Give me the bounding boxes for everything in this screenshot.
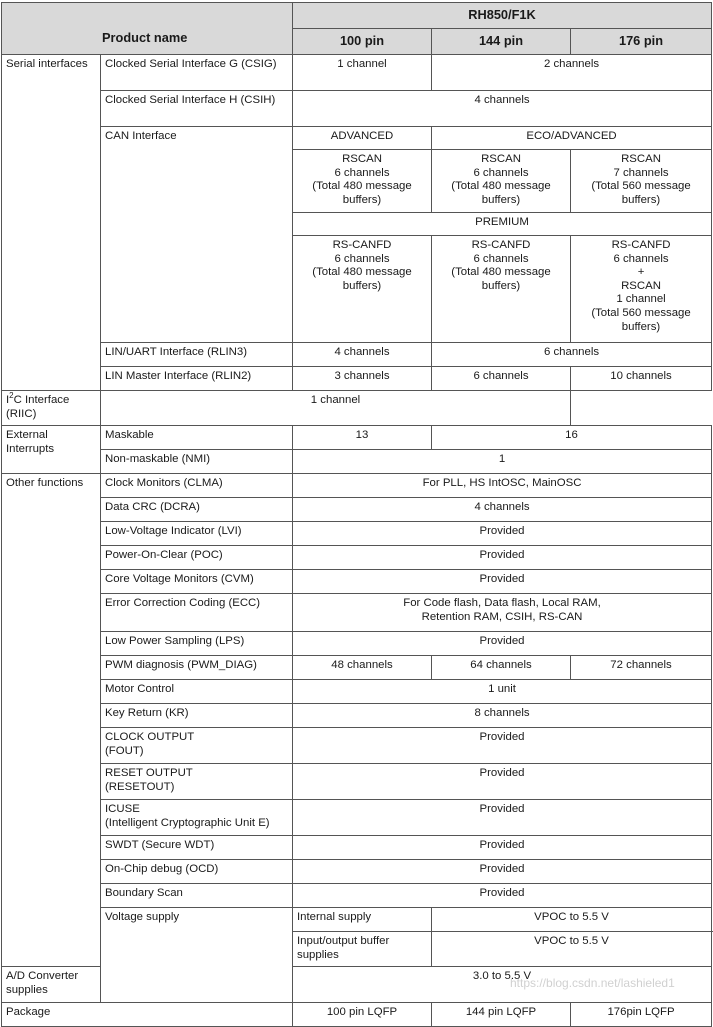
riic-name-sup: 2 <box>9 391 14 401</box>
ecc-all: For Code flash, Data flash, Local RAM, Retention RAM, CSIH, RS-CAN <box>293 594 712 632</box>
dcra-all: 4 channels <box>293 498 712 522</box>
package-176: 176pin LQFP <box>571 1002 712 1026</box>
csig-100: 1 channel <box>293 55 432 91</box>
can-rscan-176: RSCAN 7 channels (Total 560 message buffers) <box>571 150 712 213</box>
can-rscan-144: RSCAN 6 channels (Total 480 message buffers) <box>432 150 571 213</box>
rlin2-100: 3 channels <box>293 367 432 391</box>
rlin3-144-176: 6 channels <box>432 343 712 367</box>
row-name-kr: Key Return (KR) <box>101 704 293 728</box>
group-package: Package <box>2 1002 293 1026</box>
row-name-maskable: Maskable <box>101 426 293 450</box>
row-name-lps: Low Power Sampling (LPS) <box>101 632 293 656</box>
row-name-io: Input/output buffer supplies <box>293 932 432 967</box>
riic-all: 1 channel <box>101 391 571 426</box>
fout-all: Provided <box>293 728 712 764</box>
row-name-internal: Internal supply <box>293 908 432 932</box>
io-all: VPOC to 5.5 V <box>432 932 712 967</box>
row-name-csih: Clocked Serial Interface H (CSIH) <box>101 91 293 127</box>
lps-all: Provided <box>293 632 712 656</box>
header-series: RH850/F1K <box>293 3 712 29</box>
ad-all: 3.0 to 5.5 V <box>293 967 712 1002</box>
can-fd-144: RS-CANFD 6 channels (Total 480 message buffers) <box>432 236 571 343</box>
row-name-ocd: On-Chip debug (OCD) <box>101 860 293 884</box>
group-other: Other functions <box>2 474 101 967</box>
cvm-all: Provided <box>293 570 712 594</box>
group-serial: Serial interfaces <box>2 55 101 391</box>
can-fd-176: RS-CANFD 6 channels + RSCAN 1 channel (Total 560 message buffers) <box>571 236 712 343</box>
can-fd-100: RS-CANFD 6 channels (Total 480 message buffers) <box>293 236 432 343</box>
row-name-pwm: PWM diagnosis (PWM_DIAG) <box>101 656 293 680</box>
header-pin-100: 100 pin <box>293 29 432 55</box>
row-name-dcra: Data CRC (DCRA) <box>101 498 293 522</box>
lvi-all: Provided <box>293 522 712 546</box>
maskable-100: 13 <box>293 426 432 450</box>
group-voltage: Voltage supply <box>101 908 293 1002</box>
icuse-all: Provided <box>293 800 712 836</box>
row-name-icuse: ICUSE (Intelligent Cryptographic Unit E) <box>101 800 293 836</box>
row-name-motor: Motor Control <box>101 680 293 704</box>
row-name-csig: Clocked Serial Interface G (CSIG) <box>101 55 293 91</box>
internal-all: VPOC to 5.5 V <box>432 908 712 932</box>
pwm-176: 72 channels <box>571 656 712 680</box>
row-name-clma: Clock Monitors (CLMA) <box>101 474 293 498</box>
header-product-name: Product name <box>102 30 188 46</box>
pwm-100: 48 channels <box>293 656 432 680</box>
header-pin-176: 176 pin <box>571 29 712 55</box>
row-name-rlin2: LIN Master Interface (RLIN2) <box>101 367 293 391</box>
header-product-cell <box>2 3 293 55</box>
row-name-ecc: Error Correction Coding (ECC) <box>101 594 293 632</box>
motor-all: 1 unit <box>293 680 712 704</box>
watermark: https://blog.csdn.net/lashieled1 <box>510 976 675 990</box>
row-name-cvm: Core Voltage Monitors (CVM) <box>101 570 293 594</box>
row-name-ad: A/D Converter supplies <box>2 967 101 1002</box>
can-label-100: ADVANCED <box>293 127 432 150</box>
bscan-all: Provided <box>293 884 712 908</box>
package-100: 100 pin LQFP <box>293 1002 432 1026</box>
rlin2-144: 6 channels <box>432 367 571 391</box>
can-label-144-176: ECO/ADVANCED <box>432 127 712 150</box>
pwm-144: 64 channels <box>432 656 571 680</box>
header-pin-144: 144 pin <box>432 29 571 55</box>
rlin2-176: 10 channels <box>571 367 712 391</box>
clma-all: For PLL, HS IntOSC, MainOSC <box>293 474 712 498</box>
row-name-poc: Power-On-Clear (POC) <box>101 546 293 570</box>
row-name-bscan: Boundary Scan <box>101 884 293 908</box>
row-name-swdt: SWDT (Secure WDT) <box>101 836 293 860</box>
row-name-fout: CLOCK OUTPUT (FOUT) <box>101 728 293 764</box>
maskable-144-176: 16 <box>432 426 712 450</box>
csih-all: 4 channels <box>293 91 712 127</box>
row-name-resetout: RESET OUTPUT (RESETOUT) <box>101 764 293 800</box>
group-external: External Interrupts <box>2 426 101 474</box>
package-144: 144 pin LQFP <box>432 1002 571 1026</box>
rlin3-100: 4 channels <box>293 343 432 367</box>
row-name-lvi: Low-Voltage Indicator (LVI) <box>101 522 293 546</box>
csig-144-176: 2 channels <box>432 55 712 91</box>
can-rscan-100: RSCAN 6 channels (Total 480 message buffers) <box>293 150 432 213</box>
resetout-all: Provided <box>293 764 712 800</box>
swdt-all: Provided <box>293 836 712 860</box>
row-name-rlin3: LIN/UART Interface (RLIN3) <box>101 343 293 367</box>
riic-name-post: C Interface (RIIC) <box>6 394 70 420</box>
row-name-can: CAN Interface <box>101 127 293 343</box>
poc-all: Provided <box>293 546 712 570</box>
spec-table <box>1 2 712 1027</box>
row-name-nmi: Non-maskable (NMI) <box>101 450 293 474</box>
nmi-all: 1 <box>293 450 712 474</box>
ocd-all: Provided <box>293 860 712 884</box>
riic-name-pre: I <box>6 394 10 406</box>
kr-all: 8 channels <box>293 704 712 728</box>
row-name-riic <box>2 391 101 426</box>
can-premium: PREMIUM <box>293 213 712 236</box>
